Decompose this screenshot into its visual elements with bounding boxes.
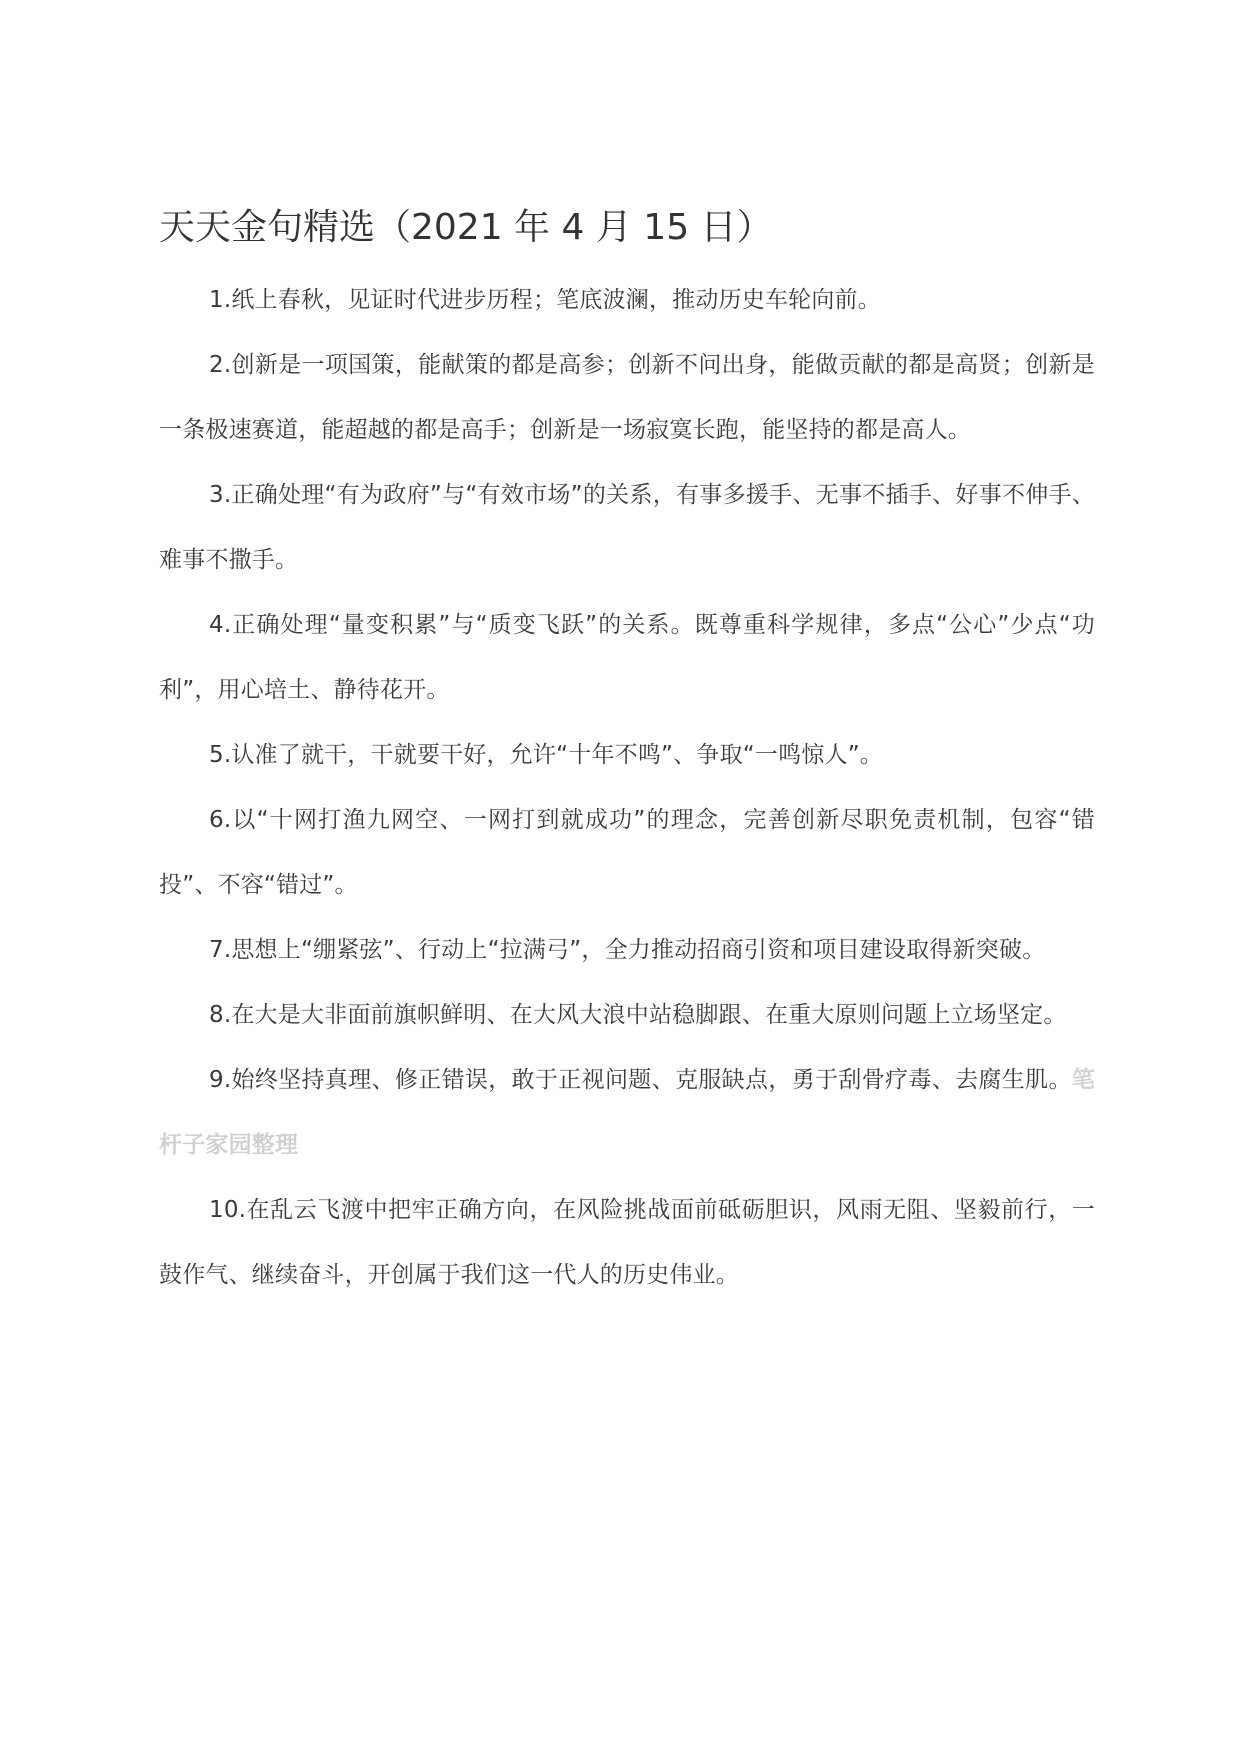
quote-item-9	[159, 1048, 1095, 1178]
document-body	[159, 196, 1095, 1308]
quote-item-6: 6.以“十网打渔九网空、一网打到就成功”的理念，完善创新尽职免责机制，包容“错投”、不容“错过”。	[159, 807, 1095, 898]
quote-item-5: 5.认准了就干，干就要干好，允许“十年不鸣”、争取“一鸣惊人”。	[209, 742, 884, 768]
quote-item-4: 4.正确处理“量变积累”与“质变飞跃”的关系。既尊重科学规律，多点“公心”少点“功利”，用心培土、静待花开。	[159, 612, 1095, 703]
quote-item-2: 2.创新是一项国策，能献策的都是高参；创新不问出身，能做贡献的都是高贤；创新是一条极速赛道，能超越的都是高手；创新是一场寂寞长跑，能坚持的都是高人。	[159, 352, 1095, 443]
page-title: 天天金句精选（2021 年 4 月 15 日）	[159, 207, 773, 248]
watermark-text: 笔杆子家园整理	[159, 1067, 1095, 1158]
quote-item-1: 1.纸上春秋，见证时代进步历程；笔底波澜，推动历史车轮向前。	[209, 287, 881, 313]
quote-item-10: 10.在乱云飞渡中把牢正确方向，在风险挑战面前砥砺胆识，风雨无阻、坚毅前行，一鼓作气、继续奋斗，开创属于我们这一代人的历史伟业。	[159, 1197, 1095, 1288]
quote-item-8: 8.在大是大非面前旗帜鲜明、在大风大浪中站稳脚跟、在重大原则问题上立场坚定。	[209, 1002, 1067, 1028]
quote-item-9-text: 9.始终坚持真理、修正错误，敢于正视问题、克服缺点，勇于刮骨疗毒、去腐生肌。	[209, 1067, 1072, 1093]
quote-item-3: 3.正确处理“有为政府”与“有效市场”的关系，有事多援手、无事不插手、好事不伸手、难事不撒手。	[159, 482, 1095, 573]
quote-item-7: 7.思想上“绷紧弦”、行动上“拉满弓”，全力推动招商引资和项目建设取得新突破。	[209, 937, 1046, 963]
